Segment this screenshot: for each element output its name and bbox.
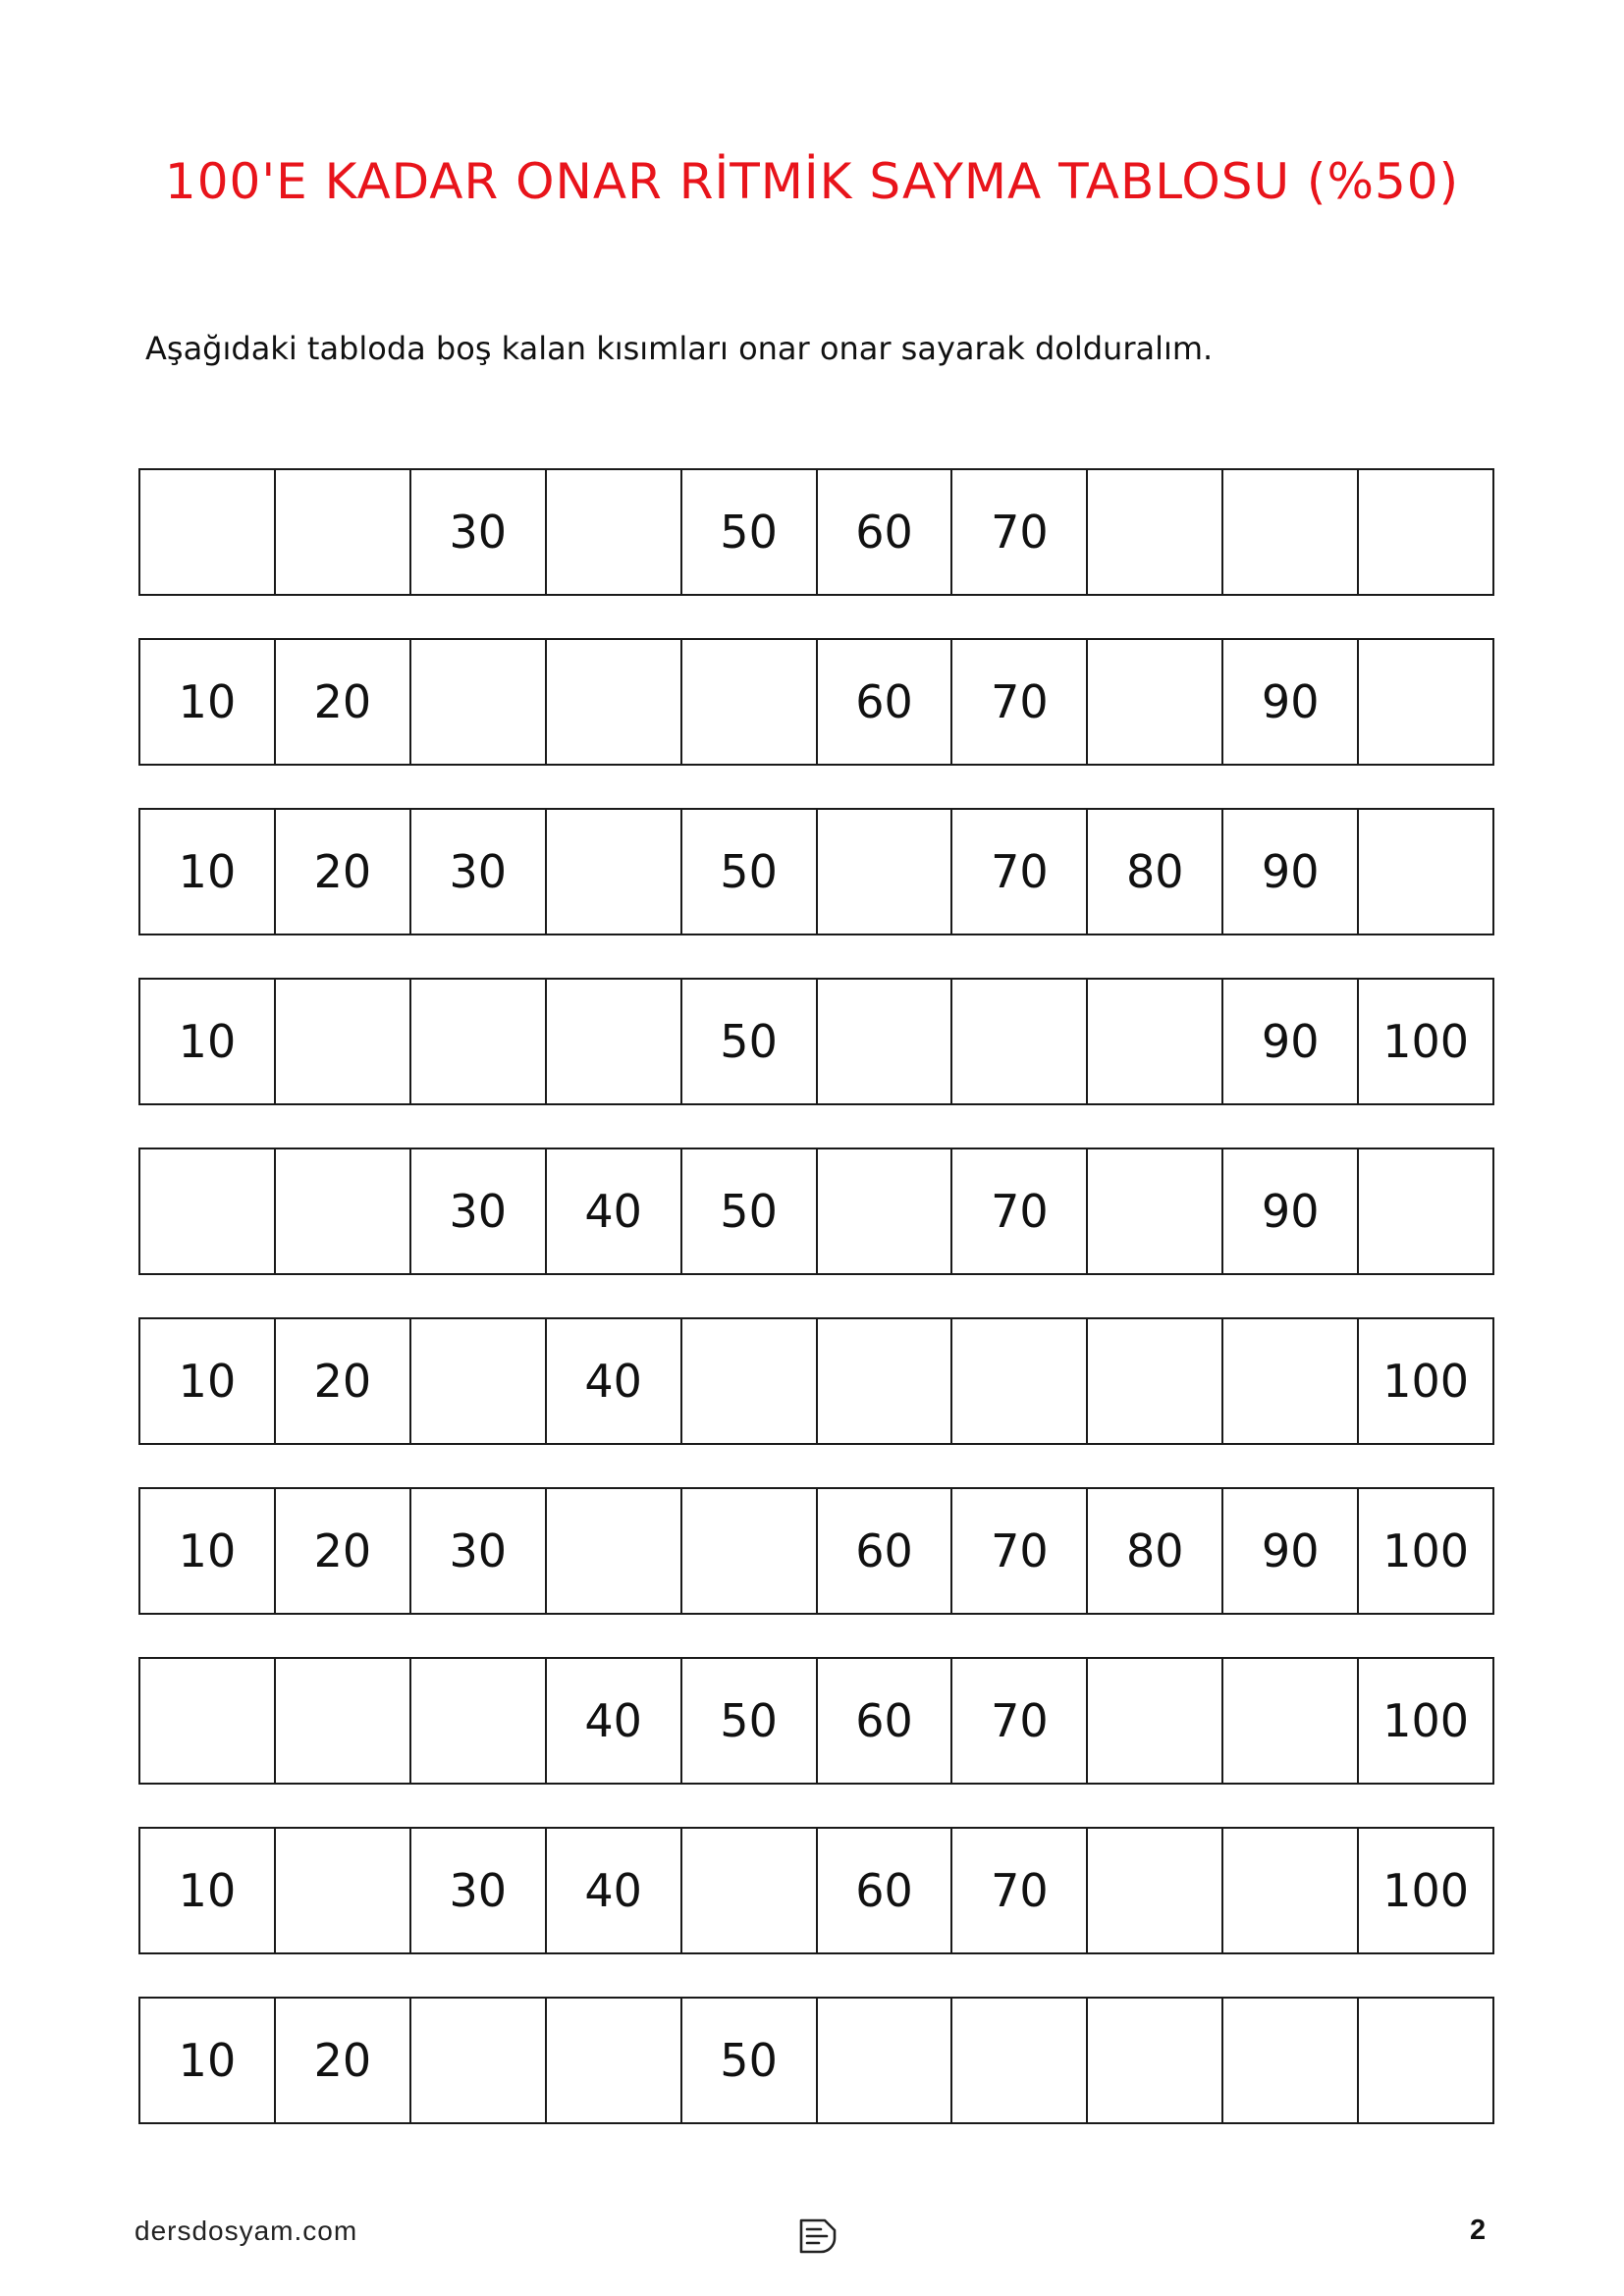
number-cell: 20 — [276, 810, 411, 934]
number-cell: 30 — [411, 1149, 547, 1273]
number-cell: 90 — [1223, 1149, 1359, 1273]
number-cell: 70 — [952, 470, 1088, 594]
number-cell: 100 — [1382, 1864, 1470, 1917]
number-cell: 60 — [818, 470, 953, 594]
blank-cell[interactable] — [411, 1319, 547, 1443]
blank-cell[interactable] — [1359, 640, 1492, 764]
table-row — [138, 468, 1494, 596]
blank-cell[interactable] — [1088, 1319, 1223, 1443]
number-cell: 70 — [952, 810, 1088, 934]
table-row — [138, 1997, 1494, 2124]
blank-cell[interactable] — [547, 1999, 682, 2122]
number-cell: 20 — [276, 1489, 411, 1613]
blank-cell[interactable] — [818, 1999, 953, 2122]
number-cell: 70 — [952, 640, 1088, 764]
number-cell: 30 — [411, 1489, 547, 1613]
instruction-text: Aşağıdaki tabloda boş kalan kısımları onar onar sayarak dolduralım. — [145, 330, 1214, 367]
number-cell: 40 — [547, 1829, 682, 1952]
blank-cell[interactable] — [276, 1829, 411, 1952]
blank-cell[interactable] — [411, 1999, 547, 2122]
blank-cell[interactable] — [1088, 980, 1223, 1103]
blank-cell[interactable] — [952, 980, 1088, 1103]
blank-cell[interactable] — [276, 980, 411, 1103]
number-cell: 30 — [411, 470, 547, 594]
table-row — [138, 1487, 1494, 1615]
number-cell: 30 — [411, 810, 547, 934]
blank-cell[interactable] — [952, 1999, 1088, 2122]
number-cell: 70 — [952, 1829, 1088, 1952]
number-cell: 50 — [682, 470, 818, 594]
blank-cell[interactable] — [140, 1149, 276, 1273]
number-cell: 100 — [1382, 1355, 1470, 1408]
blank-cell[interactable] — [1359, 810, 1492, 934]
blank-cell[interactable] — [1088, 1999, 1223, 2122]
footer-site: dersdosyam.com — [135, 2216, 358, 2246]
number-cell: 90 — [1223, 980, 1359, 1103]
page-number: 2 — [1470, 2215, 1487, 2246]
blank-cell[interactable] — [1223, 1659, 1359, 1783]
table-row — [138, 638, 1494, 766]
number-cell: 70 — [952, 1149, 1088, 1273]
table-row — [138, 1317, 1494, 1445]
blank-cell[interactable] — [1088, 1659, 1223, 1783]
blank-cell[interactable] — [818, 810, 953, 934]
blank-cell[interactable] — [411, 1659, 547, 1783]
table-row — [138, 978, 1494, 1105]
blank-cell[interactable] — [818, 1149, 953, 1273]
blank-cell[interactable] — [547, 810, 682, 934]
blank-cell[interactable] — [1223, 470, 1359, 594]
blank-cell[interactable] — [1223, 1319, 1359, 1443]
number-cell: 40 — [547, 1659, 682, 1783]
blank-cell[interactable] — [1088, 470, 1223, 594]
number-cell: 20 — [276, 1319, 411, 1443]
number-cell: 40 — [547, 1149, 682, 1273]
number-cell: 60 — [818, 1659, 953, 1783]
number-cell: 100 — [1382, 1694, 1470, 1747]
blank-cell[interactable] — [818, 980, 953, 1103]
blank-cell[interactable] — [1088, 1829, 1223, 1952]
number-cell: 70 — [952, 1659, 1088, 1783]
number-cell: 90 — [1223, 810, 1359, 934]
blank-cell[interactable] — [1359, 1999, 1492, 2122]
blank-cell[interactable] — [818, 1319, 953, 1443]
blank-cell[interactable] — [547, 640, 682, 764]
blank-cell[interactable] — [682, 640, 818, 764]
blank-cell[interactable] — [682, 1489, 818, 1613]
number-cell: 100 — [1382, 1524, 1470, 1577]
number-cell: 50 — [682, 1149, 818, 1273]
number-cell: 10 — [140, 1829, 276, 1952]
number-cell: 60 — [818, 1829, 953, 1952]
number-cell: 70 — [952, 1489, 1088, 1613]
blank-cell[interactable] — [952, 1319, 1088, 1443]
number-cell: 60 — [818, 640, 953, 764]
blank-cell[interactable] — [682, 1319, 818, 1443]
blank-cell[interactable] — [1359, 1149, 1492, 1273]
number-cell: 80 — [1088, 1489, 1223, 1613]
number-cell: 40 — [547, 1319, 682, 1443]
blank-cell[interactable] — [547, 980, 682, 1103]
number-cell: 10 — [140, 810, 276, 934]
page-title: 100'E KADAR ONAR RİTMİK SAYMA TABLOSU (%50) — [164, 153, 1460, 210]
number-cell: 50 — [682, 810, 818, 934]
blank-cell[interactable] — [276, 1149, 411, 1273]
number-cell: 90 — [1223, 1489, 1359, 1613]
table-row — [138, 1657, 1494, 1785]
blank-cell[interactable] — [547, 1489, 682, 1613]
table-row — [138, 808, 1494, 935]
number-cell: 90 — [1223, 640, 1359, 764]
counting-table — [138, 468, 1494, 2166]
blank-cell[interactable] — [411, 640, 547, 764]
blank-cell[interactable] — [547, 470, 682, 594]
blank-cell[interactable] — [1223, 1829, 1359, 1952]
number-cell: 100 — [1382, 1015, 1470, 1068]
blank-cell[interactable] — [276, 1659, 411, 1783]
number-cell: 50 — [682, 1659, 818, 1783]
blank-cell[interactable] — [1223, 1999, 1359, 2122]
table-row — [138, 1827, 1494, 1954]
blank-cell[interactable] — [1359, 470, 1492, 594]
number-cell: 50 — [682, 1999, 818, 2122]
blank-cell[interactable] — [411, 980, 547, 1103]
table-row — [138, 1148, 1494, 1275]
number-cell: 10 — [140, 980, 276, 1103]
document-icon — [795, 2216, 840, 2254]
blank-cell[interactable] — [276, 470, 411, 594]
number-cell: 10 — [140, 1489, 276, 1613]
number-cell: 20 — [276, 1999, 411, 2122]
blank-cell[interactable] — [1088, 1149, 1223, 1273]
number-cell: 60 — [818, 1489, 953, 1613]
number-cell: 80 — [1088, 810, 1223, 934]
number-cell: 10 — [140, 1319, 276, 1443]
blank-cell[interactable] — [140, 1659, 276, 1783]
number-cell: 10 — [140, 640, 276, 764]
number-cell: 50 — [682, 980, 818, 1103]
number-cell: 30 — [411, 1829, 547, 1952]
number-cell: 20 — [276, 640, 411, 764]
blank-cell[interactable] — [682, 1829, 818, 1952]
number-cell: 10 — [140, 1999, 276, 2122]
blank-cell[interactable] — [1088, 640, 1223, 764]
blank-cell[interactable] — [140, 470, 276, 594]
